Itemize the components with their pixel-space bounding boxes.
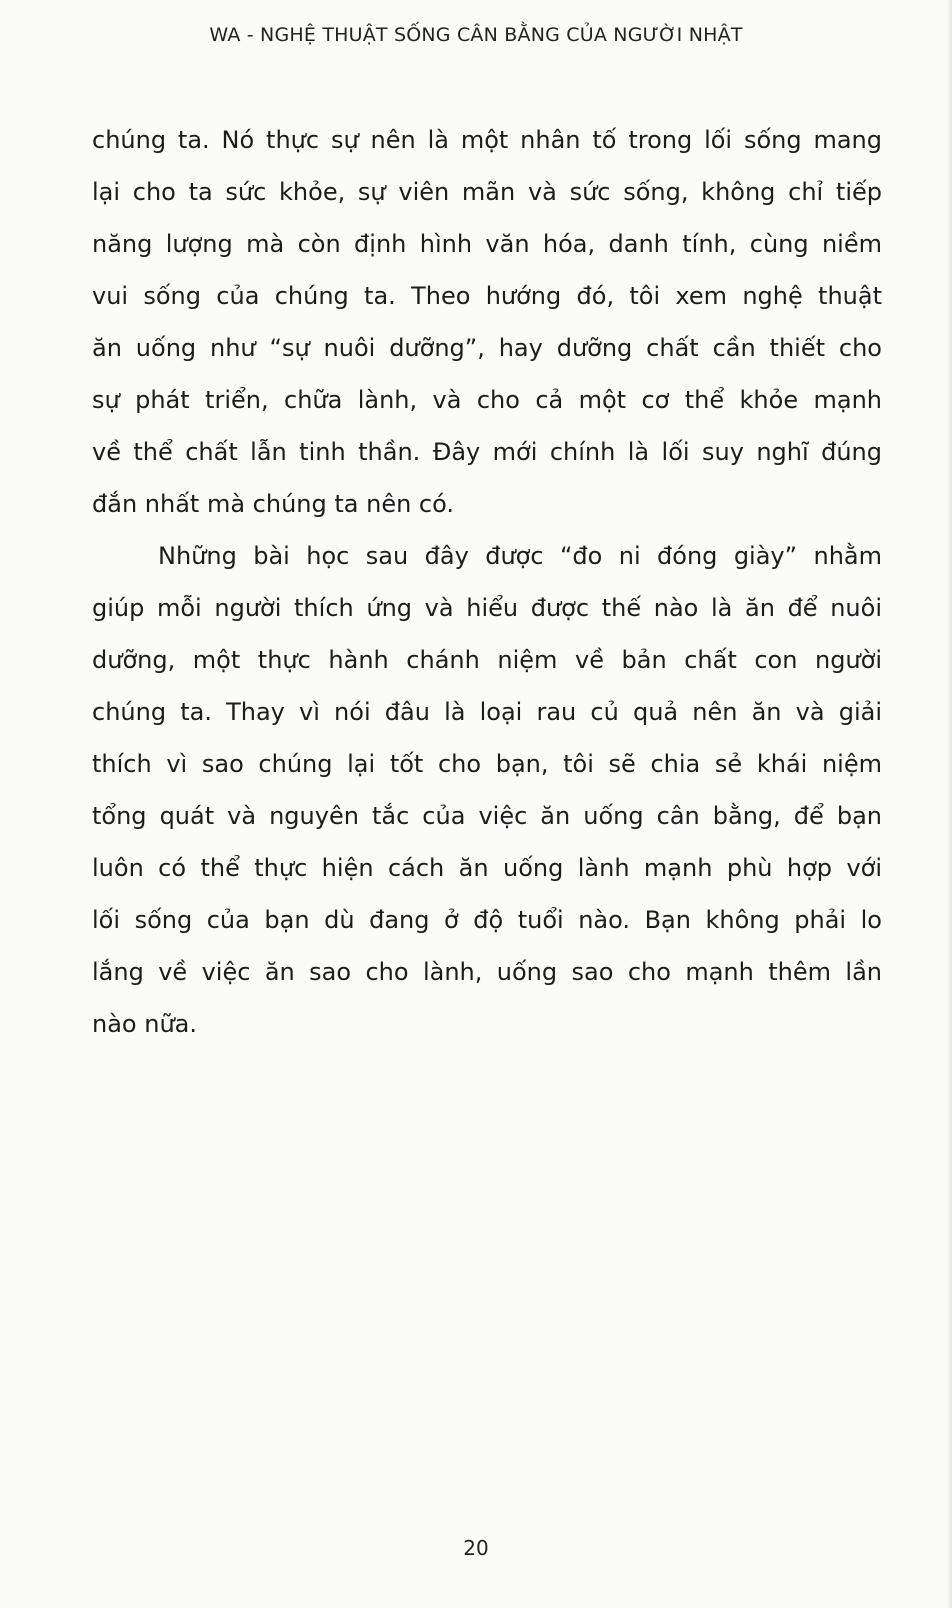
text-line: nào nữa. [92, 1010, 197, 1038]
text-line: đắn nhất mà chúng ta nên có. [92, 490, 455, 518]
paragraph-1 [92, 114, 882, 530]
text-line: dưỡng, một thực hành chánh niệm về bản chất con người [92, 646, 882, 674]
text-line: ăn uống như “sự nuôi dưỡng”, hay dưỡng chất cần thiết cho [92, 334, 882, 362]
page-edge-shadow [946, 0, 952, 1608]
text-line: lắng về việc ăn sao cho lành, uống sao cho mạnh thêm lần [92, 958, 882, 986]
page-number: 20 [463, 1536, 489, 1560]
text-line: giúp mỗi người thích ứng và hiểu được thế nào là ăn để nuôi [92, 594, 882, 622]
text-line: sự phát triển, chữa lành, và cho cả một cơ thể khỏe mạnh [92, 386, 882, 414]
text-line: chúng ta. Thay vì nói đâu là loại rau củ quả nên ăn và giải [92, 698, 882, 726]
body-text [92, 114, 882, 1050]
paragraph-2 [92, 530, 882, 1050]
text-line: lối sống của bạn dù đang ở độ tuổi nào. Bạn không phải lo [92, 906, 882, 934]
text-line: tổng quát và nguyên tắc của việc ăn uống cân bằng, để bạn [92, 802, 882, 830]
running-header: WA - NGHỆ THUẬT SỐNG CÂN BẰNG CỦA NGƯỜI NHẬT [209, 24, 743, 46]
text-line: về thể chất lẫn tinh thần. Đây mới chính là lối suy nghĩ đúng [92, 438, 882, 466]
text-line: năng lượng mà còn định hình văn hóa, danh tính, cùng niềm [92, 230, 882, 258]
text-line: luôn có thể thực hiện cách ăn uống lành mạnh phù hợp với [92, 854, 882, 882]
text-line: lại cho ta sức khỏe, sự viên mãn và sức sống, không chỉ tiếp [92, 178, 882, 206]
text-line: chúng ta. Nó thực sự nên là một nhân tố trong lối sống mang [92, 126, 882, 154]
text-line: Những bài học sau đây được “đo ni đóng giày” nhằm [158, 542, 882, 570]
text-line: thích vì sao chúng lại tốt cho bạn, tôi sẽ chia sẻ khái niệm [92, 750, 882, 778]
text-line: vui sống của chúng ta. Theo hướng đó, tôi xem nghệ thuật [92, 282, 882, 310]
